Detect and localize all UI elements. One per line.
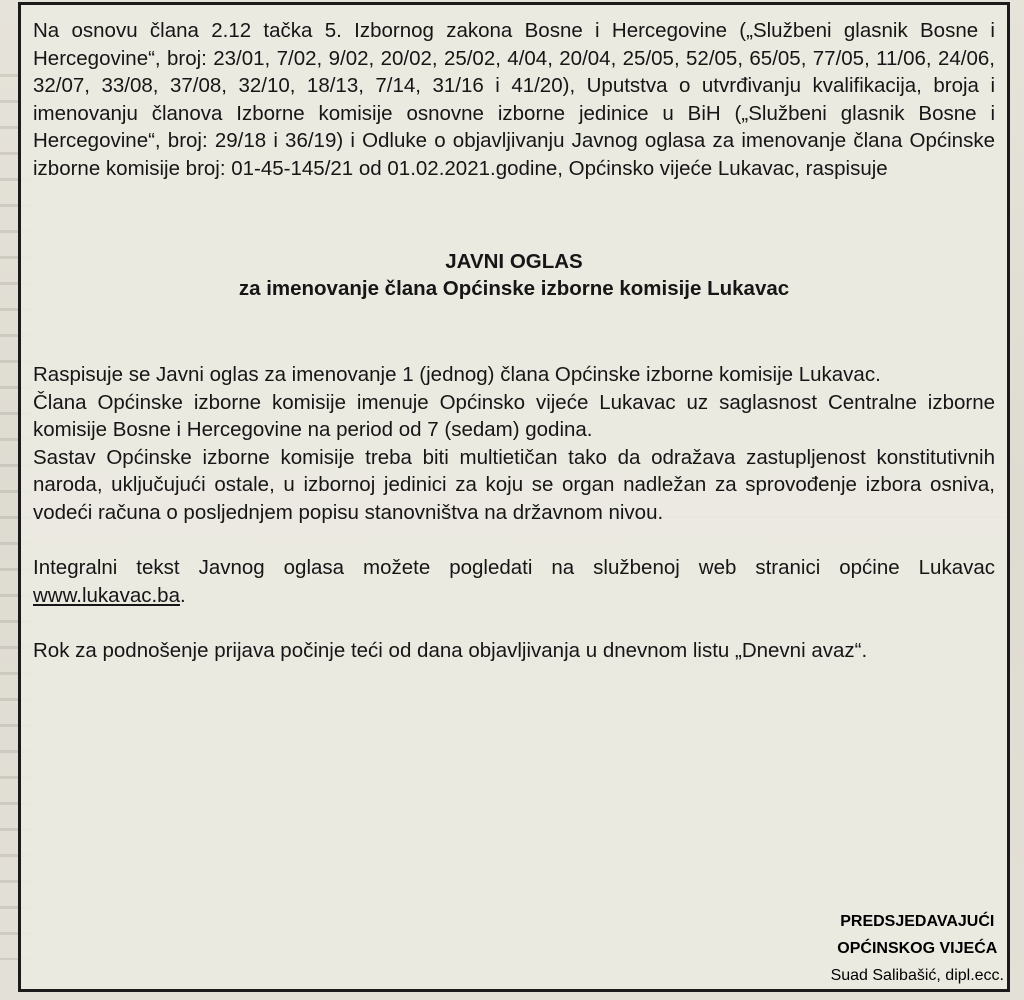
full-text-sentence: Integralni tekst Javnog oglasa možete pogledati na službenoj web stranici općine Lukavac: [33, 556, 995, 579]
legal-basis-paragraph: Na osnovu člana 2.12 tačka 5. Izbornog zakona Bosne i Hercegovine („Službeni glasnik Bosne i Hercegovine“, broj: 23/01, 7/02, 9/02, 20/02, 25/02, 4/04, 20/04, 25/05, 52/05, 65/05, 77/05, 11/06, 24/06, 32/07, 33/08, 37/08, 32/10, 18/13, 7/14, 31/16 i 41/20), Uputstva o utvrđivanju kvalifikacija, broja i imenovanju članova Izborne komisije osnovne izborne jedinice u BiH („Službeni glasnik Bosne i Hercegovine“, broj: 29/18 i 36/19) i Odluke o objavljivanju Javnog oglasa za imenovanje člana Općinske izborne komisije broj: 01-45-145/21 od 01.02.2021.godine, Općinsko vijeće Lukavac, raspisuje: [33, 19, 995, 180]
signature-name: Suad Salibašić, dipl.ecc.: [830, 967, 1004, 984]
signature-title-line1: PREDSJEDAVAJUĆI: [840, 913, 995, 930]
paragraph-composition: Sastav Općinske izborne komisije treba biti multietičan tako da odražava zastupljenost konstitutivnih naroda, uključujući ostale, u izbornoj jedinici za koju se organ nadležan za sprovođenje izbora osniva, vodeći računa o posljednjem popisu stanovništva na državnom nivou.: [33, 445, 995, 524]
heading-subtitle: za imenovanje člana Općinske izborne komisije Lukavac: [238, 277, 790, 300]
paragraph-deadline: Rok za podnošenje prijava počinje teći od dana objavljivanja u dnevnom listu „Dnevni avaz“.: [33, 639, 868, 662]
full-text-period: .: [179, 583, 186, 607]
signature-block: [831, 908, 1004, 989]
public-notice-box: [18, 2, 1010, 992]
heading-title: JAVNI OGLAS: [445, 250, 583, 273]
notice-heading: [33, 248, 995, 302]
signature-title-line2: OPĆINSKOG VIJEĆA: [837, 940, 998, 957]
paragraph-full-text: [33, 554, 995, 609]
paragraph-appointment: Člana Općinske izborne komisije imenuje Općinsko vijeće Lukavac uz saglasnost Centralne izborne komisije Bosne i Hercegovine na period od 7 (sedam) godina.: [33, 390, 995, 441]
website-link[interactable]: www.lukavac.ba: [33, 583, 180, 607]
paragraph-announcement: Raspisuje se Javni oglas za imenovanje 1 (jednog) člana Općinske izborne komisije Lukavac.: [33, 363, 881, 386]
